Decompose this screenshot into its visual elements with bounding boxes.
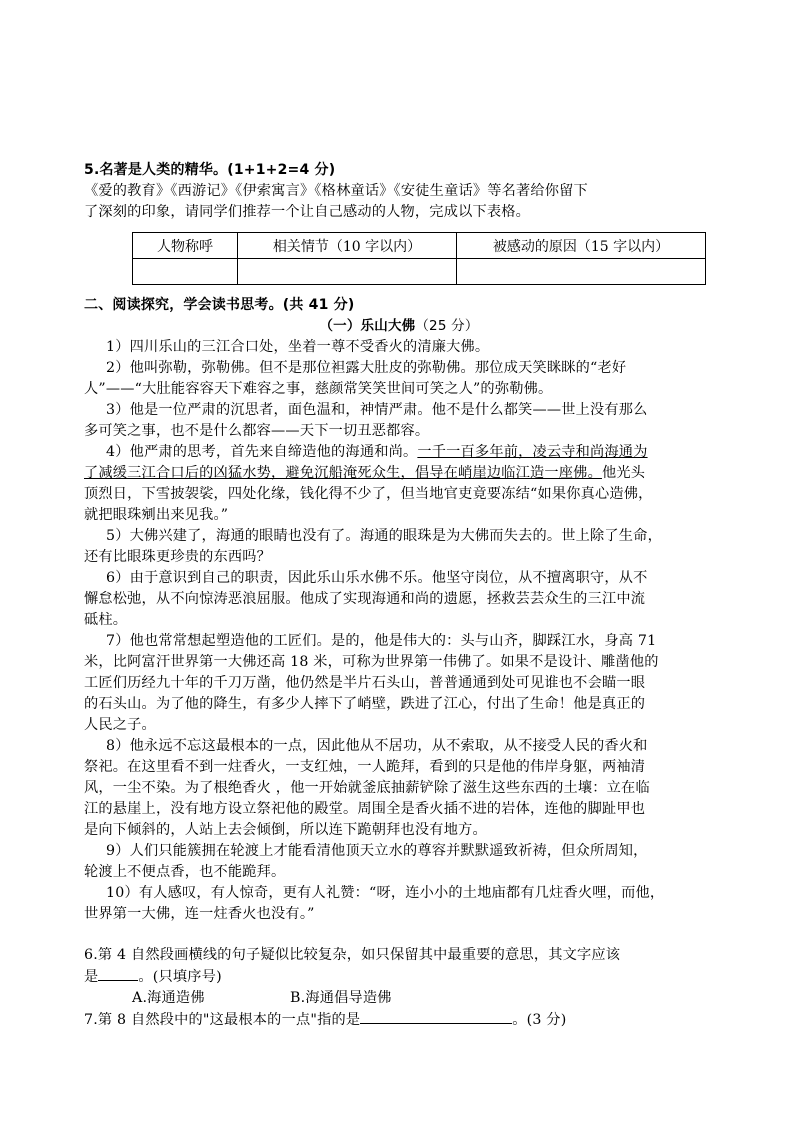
question-6-line-1: 6.第 4 自然段画横线的句子疑似比较复杂，如只保留其中最重要的意思，其文字应该 bbox=[84, 947, 621, 963]
paragraph-7-line-5: 人民之子。 bbox=[84, 717, 156, 733]
character-table bbox=[132, 232, 706, 285]
question-6-line-2 bbox=[84, 966, 714, 988]
paragraph-1-line-1: 1）四川乐山的三江合口处，坐着一尊不受香火的清廉大佛。 bbox=[106, 339, 490, 355]
paragraph-8-line-4: 江的悬崖上，没有地方设立祭祀他的殿堂。周围全是香火插不进的岩体，连他的脚趾甲也 bbox=[84, 801, 646, 817]
paragraph-9-line-2: 轮渡上不便点香，也不能跪拜。 bbox=[84, 864, 286, 880]
underlined-sentence-part-1: 一千一百多年前，凌云寺和尚海通为 bbox=[417, 444, 648, 460]
passage-title bbox=[84, 316, 714, 337]
paragraph-4-plain-continue: 他光头 bbox=[601, 465, 646, 481]
question-6-options bbox=[84, 988, 714, 1009]
option-a: A.海通造佛 bbox=[132, 990, 205, 1006]
paragraph-6-line-1: 6）由于意识到自己的职责，因此乐山乐水佛不乐。他坚守岗位，从不擅离职守，从不 bbox=[106, 570, 648, 586]
exam-page bbox=[84, 160, 714, 1031]
section-2-heading: 二、阅读探究，学会读书思考。(共 41 分) bbox=[84, 297, 355, 313]
table-header-reason: 被感动的原因（15 字以内） bbox=[457, 233, 706, 259]
paragraph-2-line-2: 人”——“大肚能容容天下难容之事，慈颜常笑笑世间可笑之人”的弥勒佛。 bbox=[84, 381, 553, 397]
paragraph-6-line-3: 砥柱。 bbox=[84, 612, 128, 628]
paragraph-4-line-3: 顶烈日，下雪披袈裟，四处化缘，钱化得不少了，但当地官吏竟要冻结“如果你真心造佛， bbox=[84, 486, 653, 502]
paragraph-4-line-2 bbox=[84, 463, 714, 484]
question-6-prefix: 是 bbox=[84, 969, 99, 985]
passage-score: （25 分） bbox=[415, 318, 479, 334]
question-7-prefix: 7.第 8 自然段中的"这最根本的一点"指的是 bbox=[84, 1012, 361, 1028]
paragraph-8-line-5: 是向下倾斜的，人站上去会倾倒，所以连下跪朝拜也没有地方。 bbox=[84, 822, 487, 838]
paragraph-4-plain-start: 4）他严肃的思考，首先来自缔造他的海通和尚。 bbox=[106, 444, 418, 460]
paragraph-7-line-1: 7）他也常常想起塑造他的工匠们。是的，他是伟大的：头与山齐，脚踩江水，身高 71 bbox=[106, 633, 657, 649]
paragraph-6-line-2: 懈怠松弛，从不向惊涛恶浪屈服。他成了实现海通和尚的遗愿，拯救芸芸众生的三江中流 bbox=[84, 591, 646, 607]
paragraph-8-line-1: 8）他永远不忘这最根本的一点，因此他从不居功，从不索取，从不接受人民的香火和 bbox=[106, 738, 648, 754]
question-5-line-1: 《爱的教育》《西游记》《伊索寓言》《格林童话》《安徒生童话》等名著给你留下 bbox=[84, 183, 588, 199]
spacer bbox=[84, 925, 714, 945]
table-header-plot: 相关情节（10 字以内） bbox=[238, 233, 457, 259]
paragraph-7-line-3: 工匠们历经九十年的千刀万凿，他仍然是半片石头山，普普通通到处可见谁也不会瞄一眼 bbox=[84, 675, 646, 691]
passage-title-text: （一）乐山大佛 bbox=[319, 318, 416, 334]
question-6-answer-blank[interactable] bbox=[98, 966, 138, 981]
question-7-answer-blank[interactable] bbox=[360, 1009, 512, 1024]
paragraph-8-line-3: 风，一尘不染。为了根绝香火 ，他一开始就釜底抽薪铲除了滋生这些东西的土壤：立在临 bbox=[84, 780, 650, 796]
table-header-row bbox=[133, 233, 706, 259]
question-6-suffix: 。(只填序号) bbox=[138, 969, 222, 985]
question-5-title: 5.名著是人类的精华。(1+1+2=4 分) bbox=[84, 162, 336, 178]
underlined-sentence-part-2: 了减缓三江合口后的凶猛水势，避免沉船淹死众生，倡导在峭崖边临江造一座佛。 bbox=[84, 465, 602, 481]
paragraph-3-line-2: 多可笑之事，也不是什么都容——天下一切丑恶都容。 bbox=[84, 423, 430, 439]
paragraph-5-line-1: 5）大佛兴建了，海通的眼睛也没有了。海通的眼珠是为大佛而失去的。世上除了生命， bbox=[106, 528, 662, 544]
question-7-suffix: 。(3 分) bbox=[512, 1012, 567, 1028]
answer-cell-reason[interactable] bbox=[457, 259, 706, 285]
paragraph-5-line-2: 还有比眼珠更珍贵的东西吗？ bbox=[84, 549, 272, 565]
paragraph-10-line-2: 世界第一大佛，连一炷香火也没有。” bbox=[84, 906, 315, 922]
paragraph-4-line-1 bbox=[84, 442, 714, 463]
paragraph-7-line-2: 米，比阿富汗世界第一大佛还高 18 米，可称为世界第一伟佛了。如果不是设计、雕凿他的 bbox=[84, 654, 659, 670]
paragraph-3-line-1: 3）他是一位严肃的沉思者，面色温和，神情严肃。他不是什么都笑——世上没有那么 bbox=[106, 402, 648, 418]
option-b: B.海通倡导造佛 bbox=[290, 990, 392, 1006]
question-5-line-2: 了深刻的印象，请同学们推荐一个让自己感动的人物，完成以下表格。 bbox=[84, 204, 531, 220]
paragraph-7-line-4: 的石头山。为了他的降生，有多少人摔下了峭壁，跌进了江心，付出了生命！他是真正的 bbox=[84, 696, 646, 712]
paragraph-8-line-2: 祭祀。在这里看不到一炷香火，一支红烛，一人跪拜，看到的只是他的伟岸身躯，两袖清 bbox=[84, 759, 646, 775]
answer-cell-plot[interactable] bbox=[238, 259, 457, 285]
paragraph-4-line-4: 就把眼珠剜出来见我。” bbox=[84, 507, 229, 523]
paragraph-10-line-1: 10）有人感叹，有人惊奇，更有人礼赞：“呀，连小小的土地庙都有几炷香火哩，而他， bbox=[106, 885, 665, 901]
paragraph-2-line-1: 2）他叫弥勒，弥勒佛。但不是那位袒露大肚皮的弥勒佛。那位成天笑眯眯的“老好 bbox=[106, 360, 627, 376]
question-7-line bbox=[84, 1009, 714, 1031]
table-header-name: 人物称呼 bbox=[133, 233, 238, 259]
paragraph-9-line-1: 9）人们只能簇拥在轮渡上才能看清他顶天立水的尊容并默默遥致祈祷，但众所周知， bbox=[106, 843, 648, 859]
answer-cell-name[interactable] bbox=[133, 259, 238, 285]
table-answer-row bbox=[133, 259, 706, 285]
